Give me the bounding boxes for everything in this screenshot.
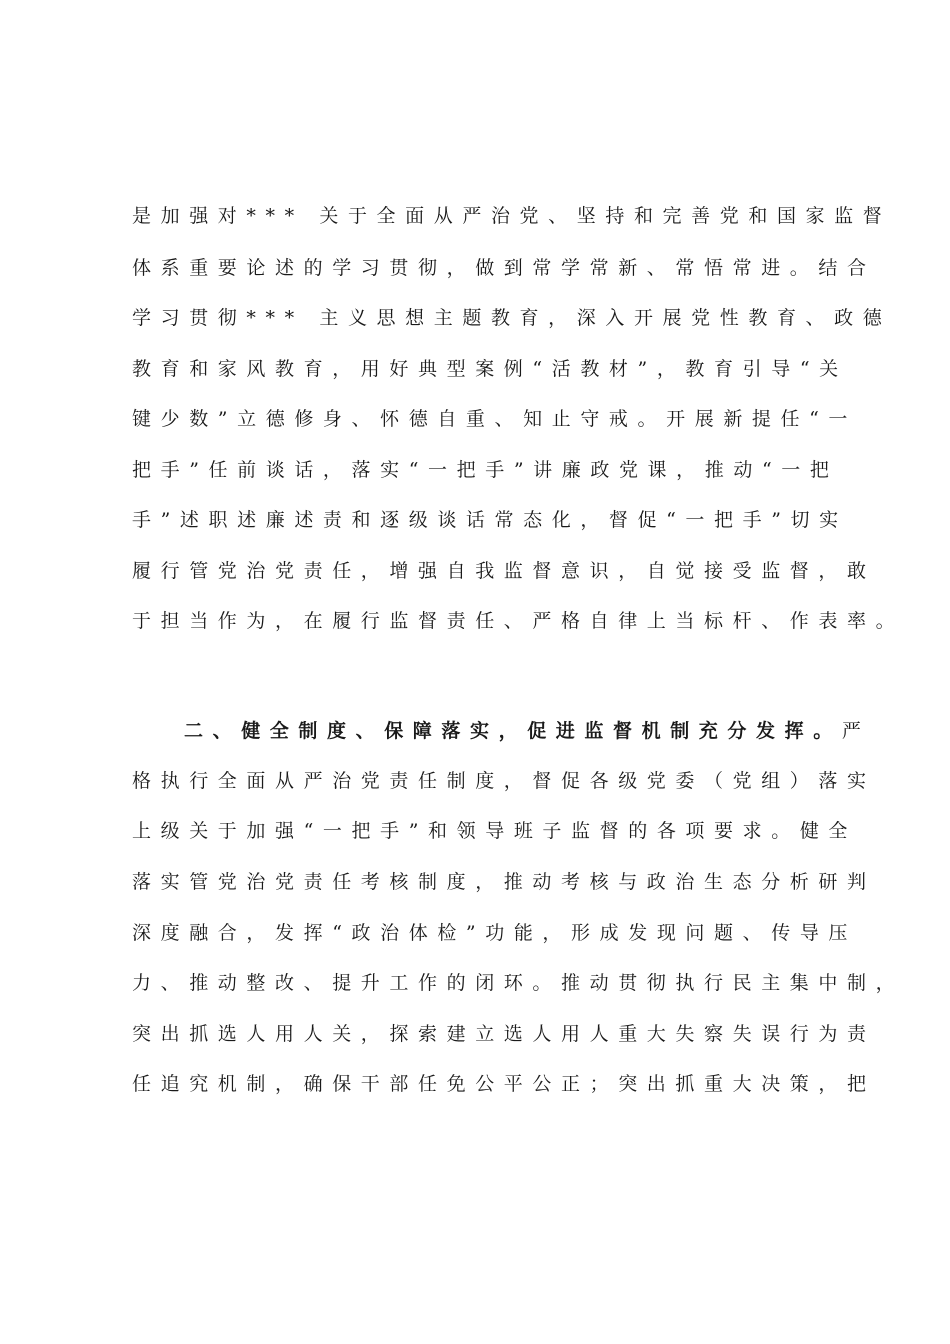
text-line: 手”述职述廉述责和逐级谈话常态化，督促“一把手”切实 xyxy=(132,509,848,531)
text-line: 任追究机制，确保干部任免公平公正；突出抓重大决策，把 xyxy=(132,1073,876,1095)
text-line: 深度融合，发挥“政治体检”功能，形成发现问题、传导压 xyxy=(132,922,858,944)
text-line: 履行管党治党责任，增强自我监督意识，自觉接受监督，敢 xyxy=(132,560,876,582)
text-line: 突出抓选人用人关，探索建立选人用人重大失察失误行为责 xyxy=(132,1023,876,1045)
text-line: 把手”任前谈话，落实“一把手”讲廉政党课，推动“一把 xyxy=(132,459,839,481)
text-line: 于担当作为，在履行监督责任、严格自律上当标杆、作表率。 xyxy=(132,610,905,632)
text-line: 体系重要论述的学习贯彻，做到常学常新、常悟常进。结合 xyxy=(132,257,876,279)
section-heading: 二、健全制度、保障落实，促进监督机制充分发挥。 xyxy=(184,720,842,742)
text-line: 上级关于加强“一把手”和领导班子监督的各项要求。健全 xyxy=(132,820,858,842)
text-line: 力、推动整改、提升工作的闭环。推动贯彻执行民主集中制， xyxy=(132,972,905,994)
text-line: 是加强对*** 关于全面从严治党、坚持和完善党和国家监督 xyxy=(132,205,892,227)
text-line: 教育和家风教育，用好典型案例“活教材”，教育引导“关 xyxy=(132,358,848,380)
text-line: 落实管党治党责任考核制度，推动考核与政治生态分析研判 xyxy=(132,871,876,893)
section-heading-tail: 严 xyxy=(841,720,871,742)
section-heading-line xyxy=(184,715,871,747)
text-line: 学习贯彻*** 主义思想主题教育，深入开展党性教育、政德 xyxy=(132,307,892,329)
text-line: 格执行全面从严治党责任制度，督促各级党委（党组）落实 xyxy=(132,770,876,792)
text-line: 键少数”立德修身、怀德自重、知止守戒。开展新提任“一 xyxy=(132,408,858,430)
